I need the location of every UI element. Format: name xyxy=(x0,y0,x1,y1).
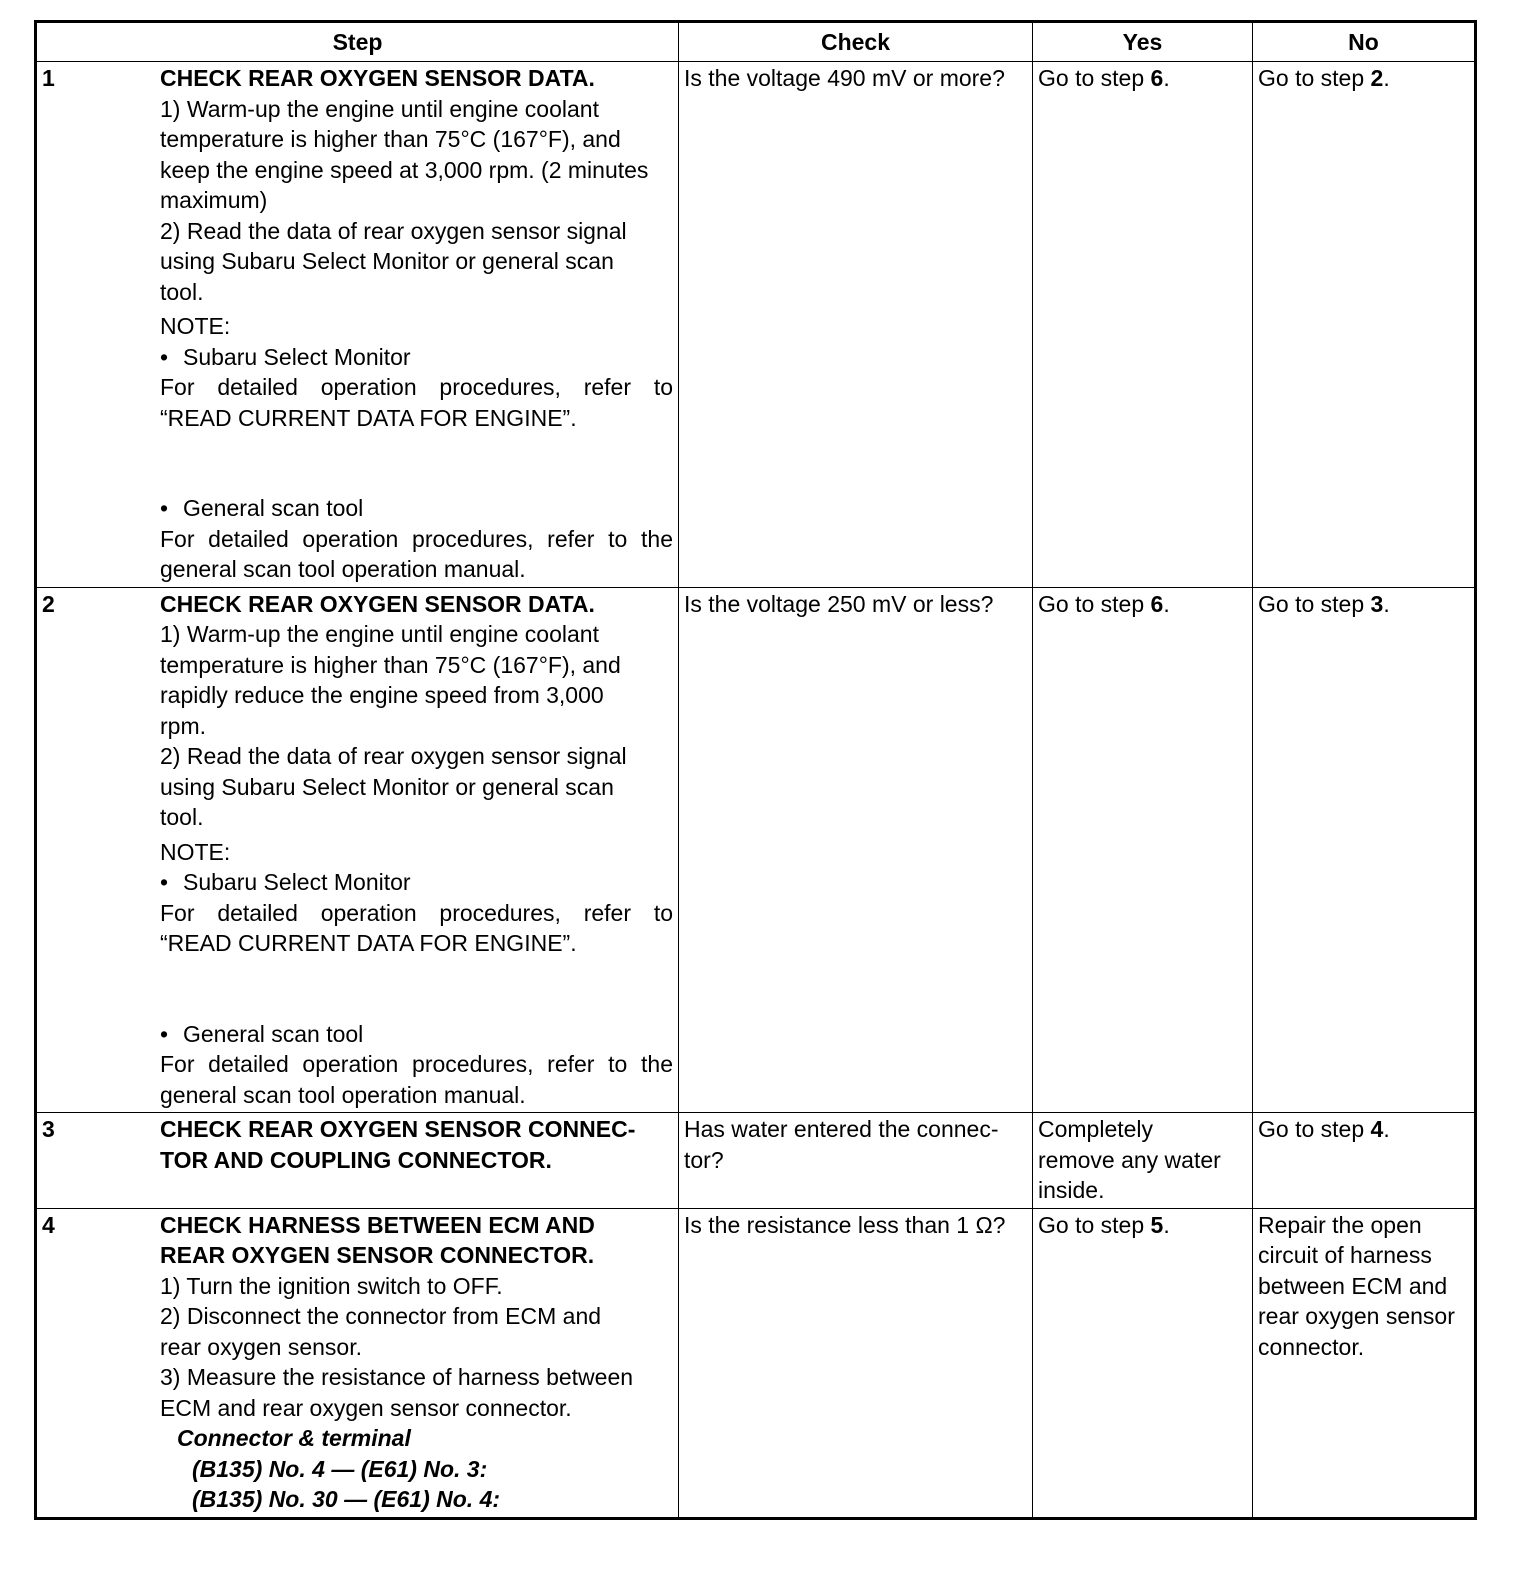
step-line: maximum) xyxy=(160,187,268,213)
header-no: No xyxy=(1253,22,1476,62)
check-cell: Is the resistance less than 1 Ω? xyxy=(679,1208,1033,1518)
step-cell xyxy=(36,62,679,588)
step-title: CHECK REAR OXYGEN SENSOR DATA. xyxy=(160,590,595,617)
spec-line: (B135) No. 30 — (E61) No. 4: xyxy=(192,1486,501,1512)
step-number: 1 xyxy=(42,65,55,91)
step-line: using Subaru Select Monitor or general scan xyxy=(160,248,614,274)
note-bullet: • General scan tool xyxy=(160,493,673,524)
no-step-ref: 2 xyxy=(1370,65,1384,91)
yes-text: Go to step xyxy=(1038,1211,1151,1238)
note-text: For detailed operation procedures, refer to xyxy=(160,374,673,400)
note-bullet: • Subaru Select Monitor xyxy=(160,867,673,898)
note-label: NOTE: xyxy=(160,838,231,865)
step-cell xyxy=(36,1113,679,1209)
yes-text: Go to step xyxy=(1038,590,1151,617)
check-cell xyxy=(679,1113,1033,1209)
step-line: rapidly reduce the engine speed from 3,000 xyxy=(160,682,604,708)
step-line: 1) Turn the ignition switch to OFF. xyxy=(160,1272,503,1299)
no-text: connector. xyxy=(1258,1333,1365,1360)
step-line: rear oxygen sensor. xyxy=(160,1333,363,1360)
yes-step-ref: 6 xyxy=(1150,65,1164,91)
header-step: Step xyxy=(36,22,679,62)
note-text: “READ CURRENT DATA FOR ENGINE”. xyxy=(160,404,577,431)
no-text: Repair the open xyxy=(1258,1211,1422,1238)
header-row xyxy=(36,22,1476,62)
yes-cell: Go to step 6. xyxy=(1033,587,1253,1113)
step-number: 2 xyxy=(42,590,55,617)
step-title: CHECK REAR OXYGEN SENSOR CONNEC- xyxy=(160,1116,636,1142)
table-row xyxy=(36,62,1476,588)
no-step-ref: 4 xyxy=(1370,1116,1384,1142)
no-text: Go to step xyxy=(1258,590,1371,617)
step-line: 1) Warm-up the engine until engine coolant xyxy=(160,621,599,647)
table-row xyxy=(36,1113,1476,1209)
note-text: “READ CURRENT DATA FOR ENGINE”. xyxy=(160,930,577,956)
check-cell: Is the voltage 490 mV or more? xyxy=(679,62,1033,588)
note-label: NOTE: xyxy=(160,313,231,339)
no-text: circuit of harness xyxy=(1258,1242,1432,1268)
no-cell: Go to step 4. xyxy=(1253,1113,1476,1209)
step-cell xyxy=(36,587,679,1113)
check-text: Has water entered the connec- xyxy=(684,1116,999,1142)
note-text: For detailed operation procedures, refer to the xyxy=(160,1051,673,1077)
spec-heading: Connector & terminal xyxy=(177,1425,411,1451)
no-cell: Go to step 3. xyxy=(1253,587,1476,1113)
step-title: CHECK HARNESS BETWEEN ECM AND xyxy=(160,1211,595,1238)
step-number: 4 xyxy=(42,1211,55,1238)
step-body xyxy=(160,1114,673,1175)
step-line: ECM and rear oxygen sensor connector. xyxy=(160,1394,572,1421)
step-line: 1) Warm-up the engine until engine coolant xyxy=(160,95,599,122)
check-text: tor? xyxy=(684,1146,724,1173)
yes-cell: Go to step 6. xyxy=(1033,62,1253,588)
step-line: tool. xyxy=(160,278,204,305)
note-bullet: • General scan tool xyxy=(160,1019,673,1050)
no-text: Go to step xyxy=(1258,1116,1371,1142)
note-text: For detailed operation procedures, refer to xyxy=(160,899,673,926)
step-line: 2) Disconnect the connector from ECM and xyxy=(160,1303,602,1329)
note-text: general scan tool operation manual. xyxy=(160,1081,526,1108)
step-line: rpm. xyxy=(160,712,206,739)
step-line: temperature is higher than 75°C (167°F), and xyxy=(160,126,621,152)
header-yes: Yes xyxy=(1033,22,1253,62)
yes-step-ref: 5 xyxy=(1150,1211,1164,1238)
yes-text: inside. xyxy=(1038,1177,1105,1203)
yes-step-ref: 6 xyxy=(1150,590,1164,617)
step-line: 2) Read the data of rear oxygen sensor signal xyxy=(160,217,627,244)
step-line: temperature is higher than 75°C (167°F), and xyxy=(160,651,621,678)
no-text: between ECM and xyxy=(1258,1272,1448,1299)
table-row xyxy=(36,1208,1476,1518)
step-title: TOR AND COUPLING CONNECTOR. xyxy=(160,1146,552,1173)
note-text: general scan tool operation manual. xyxy=(160,556,526,582)
step-cell xyxy=(36,1208,679,1518)
check-cell: Is the voltage 250 mV or less? xyxy=(679,587,1033,1113)
step-body xyxy=(160,1210,673,1515)
step-body xyxy=(160,589,673,1111)
yes-cell xyxy=(1033,1113,1253,1209)
yes-text: Completely xyxy=(1038,1116,1154,1142)
spec-line: (B135) No. 4 — (E61) No. 3: xyxy=(192,1455,488,1482)
no-text: Go to step xyxy=(1258,65,1371,91)
step-line: tool. xyxy=(160,804,204,830)
step-line: using Subaru Select Monitor or general scan xyxy=(160,773,614,800)
step-line: keep the engine speed at 3,000 rpm. (2 minutes xyxy=(160,156,649,183)
no-step-ref: 3 xyxy=(1370,590,1384,617)
no-text: rear oxygen sensor xyxy=(1258,1303,1455,1329)
step-title: CHECK REAR OXYGEN SENSOR DATA. xyxy=(160,65,595,91)
yes-cell: Go to step 5. xyxy=(1033,1208,1253,1518)
note-bullet: • Subaru Select Monitor xyxy=(160,342,673,373)
no-cell xyxy=(1253,1208,1476,1518)
step-line: 3) Measure the resistance of harness between xyxy=(160,1364,634,1390)
step-line: 2) Read the data of rear oxygen sensor signal xyxy=(160,743,627,769)
yes-text: Go to step xyxy=(1038,65,1151,91)
step-number: 3 xyxy=(42,1116,55,1142)
note-text: For detailed operation procedures, refer to the xyxy=(160,525,673,552)
no-cell: Go to step 2. xyxy=(1253,62,1476,588)
header-check: Check xyxy=(679,22,1033,62)
yes-text: remove any water xyxy=(1038,1146,1221,1173)
step-body xyxy=(160,63,673,585)
diagnostic-table xyxy=(34,20,1477,1520)
table-row xyxy=(36,587,1476,1113)
step-title: REAR OXYGEN SENSOR CONNECTOR. xyxy=(160,1242,595,1268)
